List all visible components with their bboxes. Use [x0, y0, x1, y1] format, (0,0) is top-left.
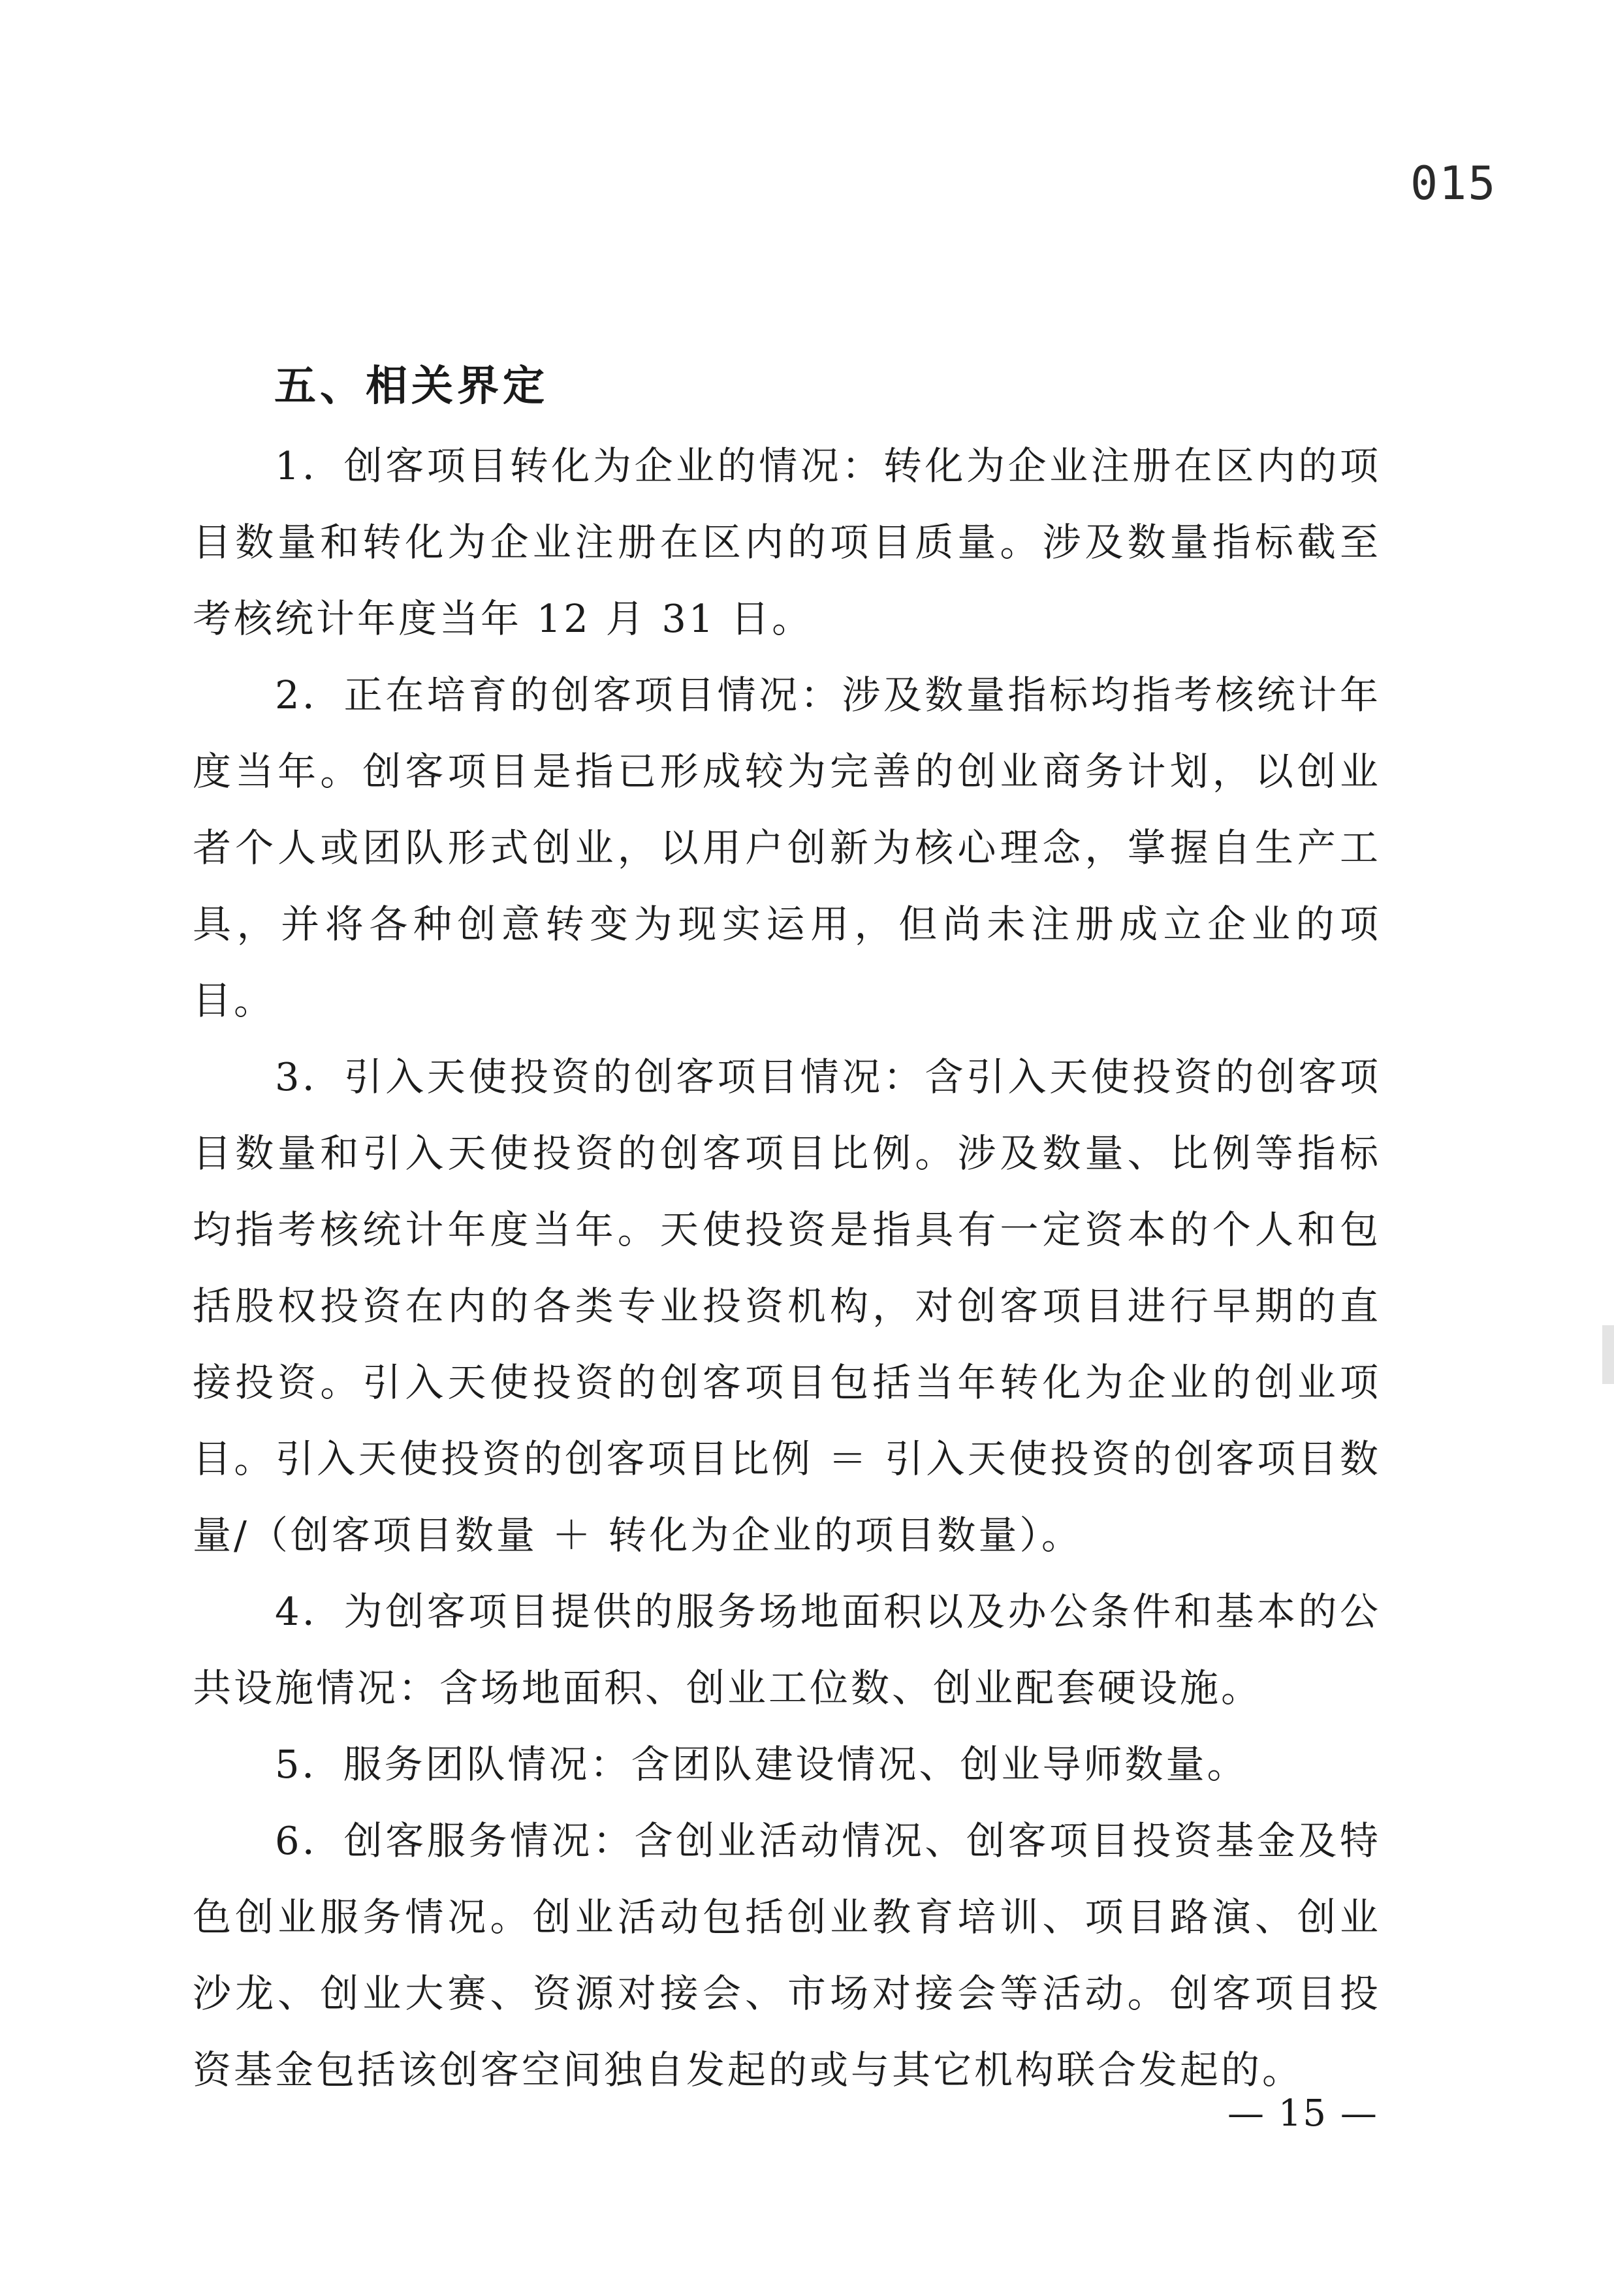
paragraph-2: 2．正在培育的创客项目情况：涉及数量指标均指考核统计年度当年。创客项目是指已形成较为完善的创业商务计划，以创业者个人或团队形式创业，以用户创新为核心理念，掌握自生产工具，并将各种创意转变为现实运用，但尚未注册成立企业的项目。 — [193, 672, 1381, 1023]
paragraph-3: 3．引入天使投资的创客项目情况：含引入天使投资的创客项目数量和引入天使投资的创客项目比例。涉及数量、比例等指标均指考核统计年度当年。天使投资是指具有一定资本的个人和包括股权投资在内的各类专业投资机构，对创客项目进行早期的直接投资。引入天使投资的创客项目包括当年转化为企业的创业项目。引入天使投资的创客项目比例 ＝ 引入天使投资的创客项目数量/（创客项目数量 ＋ 转化为企业的项目数量）。 — [193, 1054, 1381, 1558]
paragraph-1: 1．创客项目转化为企业的情况：转化为企业注册在区内的项目数量和转化为企业注册在区内的项目质量。涉及数量指标截至考核统计年度当年 12 月 31 日。 — [193, 443, 1381, 641]
scan-margin-mark — [1602, 1325, 1614, 1384]
paragraph-6: 6．创客服务情况：含创业活动情况、创客项目投资基金及特色创业服务情况。创业活动包括创业教育培训、项目路演、创业沙龙、创业大赛、资源对接会、市场对接会等活动。创客项目投资基金包括该创客空间独自发起的或与其它机构联合发起的。 — [193, 1818, 1381, 2092]
page-number: — 15 — — [1227, 2092, 1378, 2135]
paragraph-4: 4．为创客项目提供的服务场地面积以及办公条件和基本的公共设施情况：含场地面积、创业工位数、创业配套硬设施。 — [193, 1589, 1381, 1710]
paragraph-5: 5．服务团队情况：含团队建设情况、创业导师数量。 — [275, 1742, 1248, 1787]
body-text — [193, 428, 1381, 2108]
section-heading: 五、相关界定 — [274, 362, 548, 411]
stamp-number: 015 — [1410, 157, 1497, 210]
